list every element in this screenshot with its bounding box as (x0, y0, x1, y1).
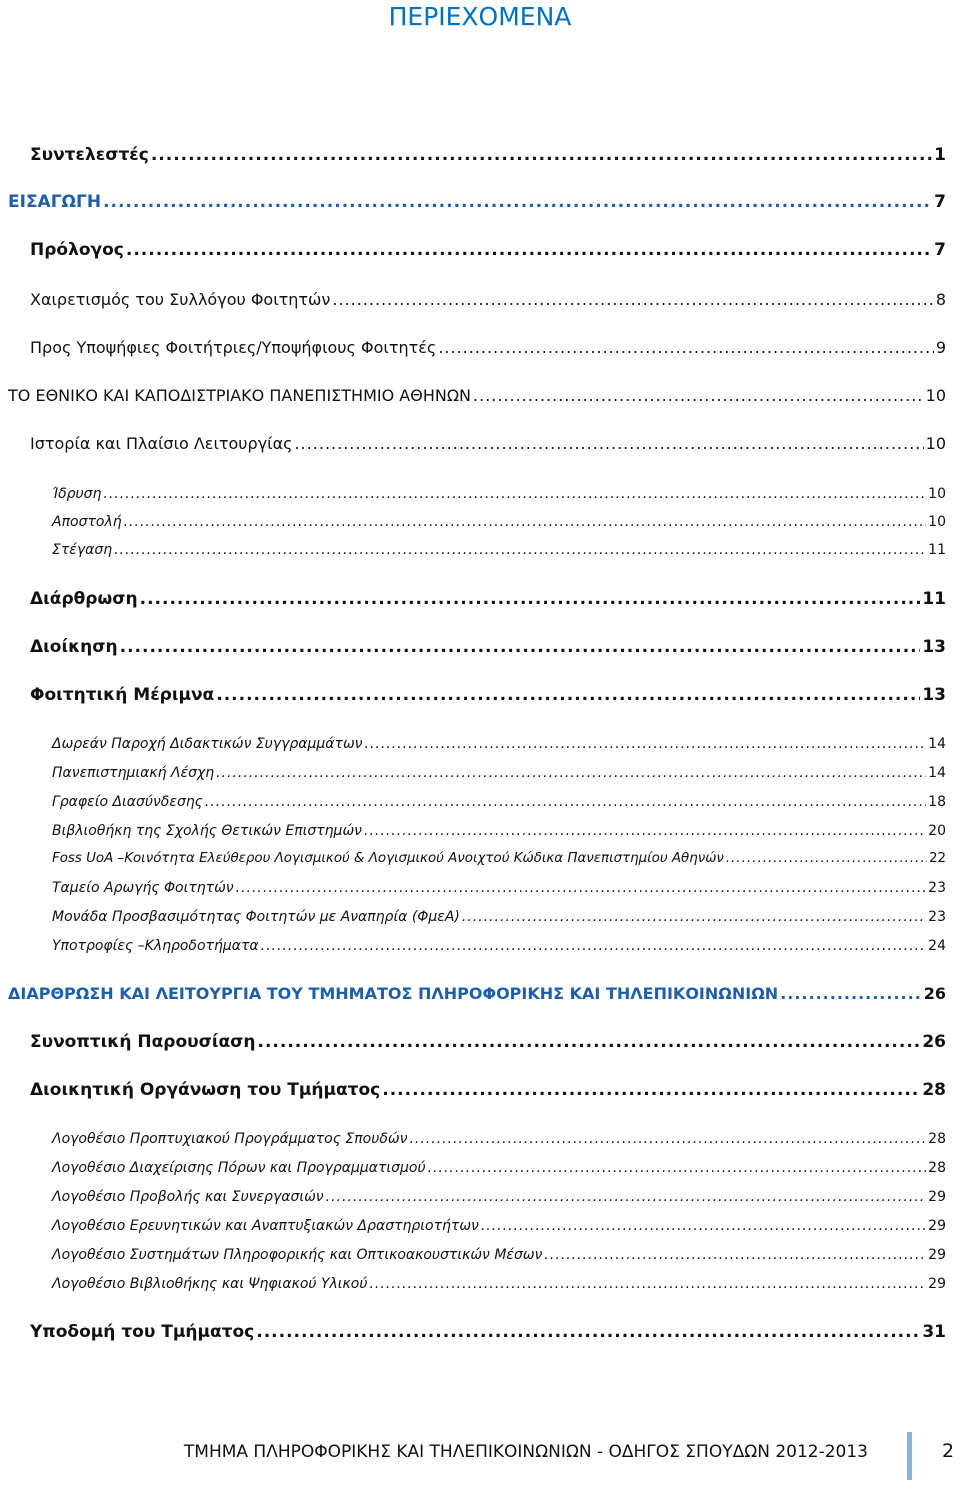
toc-leader (473, 386, 924, 405)
toc-entry[interactable] (30, 1322, 946, 1342)
toc-leader (295, 434, 924, 453)
toc-entry-page: 26 (923, 984, 946, 1003)
toc-entry[interactable] (52, 823, 946, 839)
toc-entry-page: 10 (925, 434, 946, 453)
toc-entry-page: 24 (928, 938, 946, 954)
toc-leader (258, 1032, 921, 1052)
toc-entry-page: 13 (922, 685, 946, 705)
toc-entry-label: Βιβλιοθήκη της Σχολής Θετικών Επιστημών (52, 823, 363, 839)
toc-entry[interactable] (52, 851, 946, 866)
toc-entry[interactable] (30, 338, 946, 357)
toc-entry[interactable] (30, 589, 946, 609)
toc-entry[interactable] (52, 909, 946, 925)
toc-entry[interactable] (30, 637, 946, 657)
toc-leader (103, 486, 926, 502)
toc-entry-label: Διοικητική Οργάνωση του Τμήματος (30, 1080, 381, 1100)
toc-leader (409, 1131, 926, 1147)
toc-entry-label: Λογοθέσιο Βιβλιοθήκης και Ψηφιακού Υλικού (52, 1276, 368, 1292)
toc-entry-page: 10 (925, 386, 946, 405)
toc-entry[interactable] (52, 736, 946, 752)
toc-entry[interactable] (30, 145, 946, 165)
toc-entry-label: Φοιτητική Μέριμνα (30, 685, 215, 705)
toc-leader (103, 192, 932, 212)
toc-entry-label: Διάρθρωση (30, 589, 138, 609)
toc-entry-page: 29 (928, 1276, 946, 1292)
toc-leader (780, 984, 922, 1003)
toc-entry-page: 11 (922, 589, 946, 609)
toc-entry-label: ΕΙΣΑΓΩΓΗ (8, 192, 102, 212)
toc-entry-label: ΔΙΑΡΘΡΩΣΗ ΚΑΙ ΛΕΙΤΟΥΡΓΙΑ ΤΟΥ ΤΜΗΜΑΤΟΣ ΠΛΗΡΟΦΟΡΙΚΗΣ ΚΑΙ ΤΗΛΕΠΙΚΟΙΝΩΝΙΩΝ (8, 984, 779, 1003)
toc-entry[interactable] (8, 192, 946, 212)
toc-entry-page: 7 (934, 192, 946, 212)
toc-leader (261, 938, 927, 954)
toc-entry-label: Υποτροφίες –Κληροδοτήματα (52, 938, 259, 954)
toc-entry-label: Προς Υποψήφιες Φοιτήτριες/Υποψήφιους Φοιτητές (30, 338, 437, 357)
toc-entry[interactable] (52, 880, 946, 896)
toc-entry[interactable] (52, 1276, 946, 1292)
toc-entry-label: Στέγαση (52, 542, 113, 558)
toc-entry[interactable] (52, 794, 946, 810)
toc-leader (236, 880, 927, 896)
toc-leader (726, 851, 927, 866)
toc-entry-page: 29 (928, 1189, 946, 1205)
toc-leader (428, 1160, 927, 1176)
toc-entry[interactable] (52, 514, 946, 530)
toc-entry-label: ΤΟ ΕΘΝΙΚΟ ΚΑΙ ΚΑΠΟΔΙΣΤΡΙΑΚΟ ΠΑΝΕΠΙΣΤΗΜΙΟ ΑΘΗΝΩΝ (8, 386, 472, 405)
toc-entry-label: Λογοθέσιο Ερευνητικών και Αναπτυξιακών Δραστηριοτήτων (52, 1218, 479, 1234)
toc-entry-label: Δωρεάν Παροχή Διδακτικών Συγγραμμάτων (52, 736, 363, 752)
toc-entry[interactable] (30, 434, 946, 453)
toc-entry-page: 14 (928, 765, 946, 781)
toc-entry-label: Μονάδα Προσβασιμότητας Φοιτητών με Αναπηρία (ΦμεΑ) (52, 909, 460, 925)
toc-entry-page: 13 (922, 637, 946, 657)
toc-entry-label: Συντελεστές (30, 145, 149, 165)
toc-entry-page: 11 (928, 542, 946, 558)
toc-entry[interactable] (30, 1080, 946, 1100)
toc-leader (332, 290, 933, 309)
toc-entry[interactable] (52, 1218, 946, 1234)
toc-entry-page: 31 (922, 1322, 946, 1342)
toc-entry-label: Ταμείο Αρωγής Φοιτητών (52, 880, 234, 896)
toc-leader (126, 240, 932, 260)
toc-leader (151, 145, 932, 165)
toc-entry-page: 18 (928, 794, 946, 810)
toc-entry-label: Υποδομή του Τμήματος (30, 1322, 255, 1342)
toc-entry-label: Ίδρυση (52, 486, 102, 502)
toc-leader (382, 1080, 920, 1100)
toc-entry[interactable] (52, 938, 946, 954)
toc-entry[interactable] (30, 240, 946, 260)
toc-entry[interactable] (30, 685, 946, 705)
toc-leader (120, 637, 921, 657)
toc-entry-page: 7 (934, 240, 946, 260)
toc-entry-label: Συνοπτική Παρουσίαση (30, 1032, 256, 1052)
toc-leader (216, 765, 926, 781)
toc-entry-label: Λογοθέσιο Συστημάτων Πληροφορικής και Οπτικοακουστικών Μέσων (52, 1247, 543, 1263)
toc-leader (205, 794, 926, 810)
toc-entry-label: Foss UoA –Κοινότητα Ελεύθερου Λογισμικού & Λογισμικού Ανοιχτού Κώδικα Πανεπιστημίου Αθηνών (52, 851, 724, 866)
toc-entry-label: Χαιρετισμός του Συλλόγου Φοιτητών (30, 290, 331, 309)
toc-leader (364, 823, 926, 839)
toc-entry-label: Πρόλογος (30, 240, 124, 260)
toc-entry-label: Λογοθέσιο Προβολής και Συνεργασιών (52, 1189, 324, 1205)
toc-leader (216, 685, 920, 705)
toc-entry[interactable] (30, 1032, 946, 1052)
toc-entry-page: 10 (928, 486, 946, 502)
toc-leader (256, 1322, 920, 1342)
toc-entry-page: 1 (934, 145, 946, 165)
toc-entry-label: Ιστορία και Πλαίσιο Λειτουργίας (30, 434, 293, 453)
toc-leader (544, 1247, 926, 1263)
toc-entry-page: 23 (928, 880, 946, 896)
toc-entry-page: 26 (922, 1032, 946, 1052)
toc-entry-label: Γραφείο Διασύνδεσης (52, 794, 203, 810)
toc-entry-page: 22 (928, 851, 946, 866)
toc-leader (326, 1189, 927, 1205)
toc-entry-label: Λογοθέσιο Διαχείρισης Πόρων και Προγραμματισμού (52, 1160, 426, 1176)
toc-entry[interactable] (52, 1189, 946, 1205)
toc-entry[interactable] (52, 1247, 946, 1263)
toc-entry-page: 20 (928, 823, 946, 839)
toc-leader (114, 542, 926, 558)
toc-entry-label: Αποστολή (52, 514, 122, 530)
footer-text: ΤΜΗΜΑ ΠΛΗΡΟΦΟΡΙΚΗΣ ΚΑΙ ΤΗΛΕΠΙΚΟΙΝΩΝΙΩΝ - ΟΔΗΓΟΣ ΣΠΟΥΔΩΝ 2012-2013 (183, 1442, 868, 1462)
toc-entry[interactable] (8, 984, 946, 1003)
toc-leader (438, 338, 934, 357)
toc-entry-label: Λογοθέσιο Προπτυχιακού Προγράμματος Σπουδών (52, 1131, 408, 1147)
toc-entry[interactable] (52, 486, 946, 502)
page-title: ΠΕΡΙΕΧΟΜΕΝΑ (388, 2, 572, 31)
toc-entry[interactable] (8, 386, 946, 405)
toc-leader (140, 589, 921, 609)
toc-entry-page: 23 (928, 909, 946, 925)
footer-page-number: 2 (942, 1440, 955, 1462)
toc-leader (124, 514, 927, 530)
toc-leader (365, 736, 927, 752)
toc-entry-page: 9 (935, 338, 946, 357)
toc-entry-page: 10 (928, 514, 946, 530)
toc-entry-page: 14 (928, 736, 946, 752)
toc-entry-page: 28 (928, 1131, 946, 1147)
toc-entry-label: Πανεπιστημιακή Λέσχη (52, 765, 215, 781)
toc-entry-page: 29 (928, 1247, 946, 1263)
toc-entry-page: 8 (935, 290, 946, 309)
toc-leader (481, 1218, 926, 1234)
toc-entry[interactable] (30, 290, 946, 309)
toc-entry[interactable] (52, 1160, 946, 1176)
toc-entry-page: 29 (928, 1218, 946, 1234)
toc-entry-page: 28 (922, 1080, 946, 1100)
toc-entry-label: Διοίκηση (30, 637, 118, 657)
footer-divider (907, 1432, 912, 1480)
toc-entry-page: 28 (928, 1160, 946, 1176)
page-footer (0, 1432, 960, 1480)
toc-leader (462, 909, 926, 925)
toc-leader (369, 1276, 926, 1292)
toc-entry[interactable] (52, 542, 946, 558)
toc-entry[interactable] (52, 765, 946, 781)
toc-entry[interactable] (52, 1131, 946, 1147)
